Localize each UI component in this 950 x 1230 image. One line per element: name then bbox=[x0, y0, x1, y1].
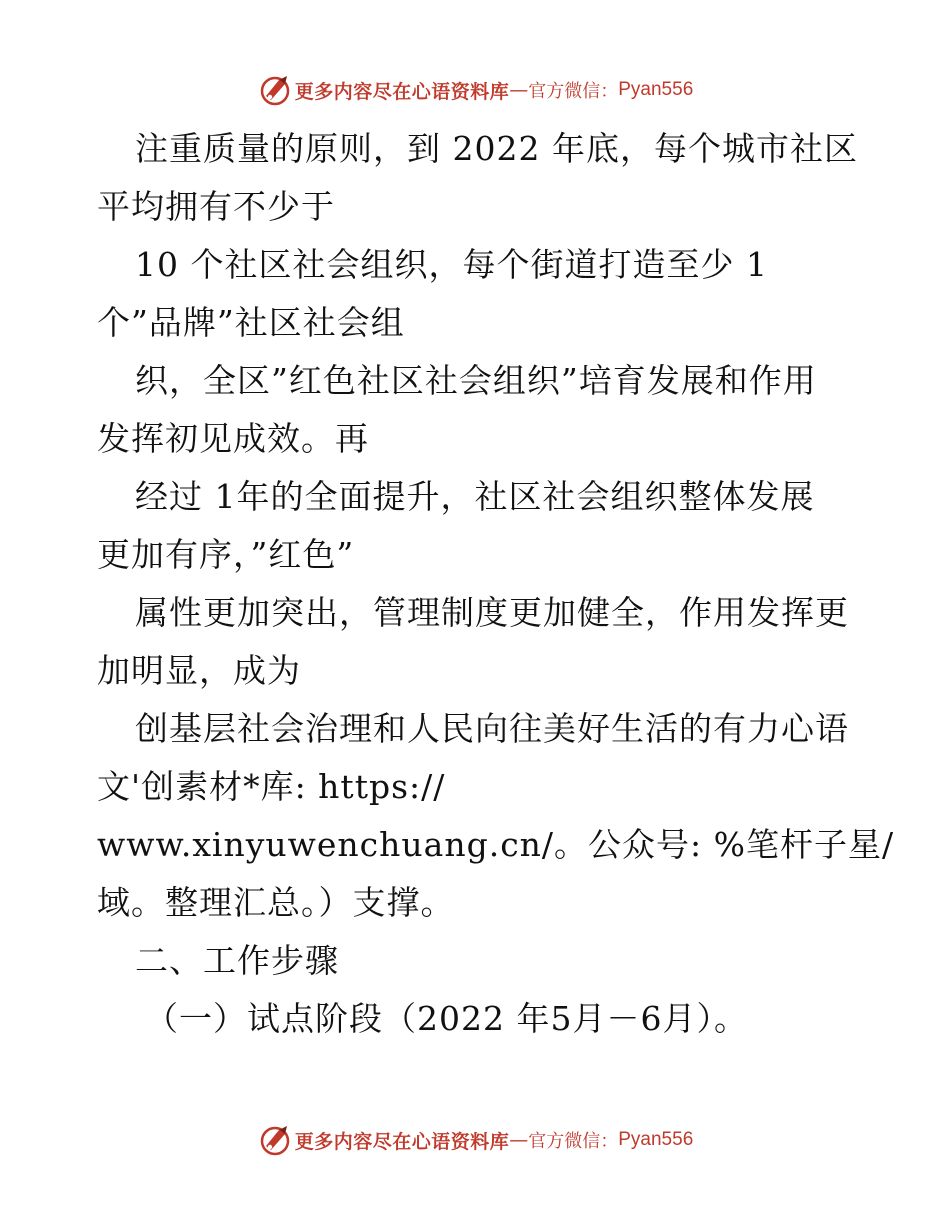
text-line: 织，全区”红色社区社会组织”培育发展和作用 bbox=[135, 361, 817, 400]
text-line: 加明显，成为 bbox=[97, 651, 301, 690]
banner-dash: — bbox=[509, 79, 529, 101]
banner-main-text: 更多内容尽在心语资料库 bbox=[294, 80, 510, 103]
text-line: 发挥初见成效。再 bbox=[97, 419, 369, 458]
header-banner bbox=[0, 70, 950, 110]
text-line: 经过 1年的全面提升，社区社会组织整体发展 bbox=[135, 477, 815, 516]
pen-nib-logo-icon bbox=[257, 1122, 293, 1158]
section-heading: 二、工作步骤 bbox=[135, 941, 339, 980]
banner-main-text: 更多内容尽在心语资料库 bbox=[294, 1130, 510, 1153]
text-line: 文'创素材*库: https:// bbox=[97, 767, 446, 806]
banner-wechat-id: Pyan556 bbox=[618, 1129, 694, 1150]
text-line: 10 个社区社会组织，每个街道打造至少 1 bbox=[135, 245, 768, 284]
pen-nib-logo-icon bbox=[257, 72, 293, 108]
banner-dash: — bbox=[509, 1129, 529, 1151]
subsection-heading: （一）试点阶段（2022 年5月－6月）。 bbox=[145, 999, 748, 1038]
footer-banner bbox=[0, 1120, 950, 1160]
text-line: 属性更加突出，管理制度更加健全，作用发挥更 bbox=[135, 593, 849, 632]
text-line: 平均拥有不少于 bbox=[97, 187, 335, 226]
text-line: 个”品牌”社区社会组 bbox=[97, 303, 405, 342]
text-line: 域。整理汇总。）支撑。 bbox=[97, 883, 455, 922]
banner-wechat-id: Pyan556 bbox=[618, 79, 694, 100]
text-line: 创基层社会治理和人民向往美好生活的有力心语 bbox=[135, 709, 849, 748]
banner-sub-text: 官方微信： bbox=[528, 1131, 619, 1152]
text-line: 更加有序，”红色” bbox=[97, 535, 355, 574]
document-body bbox=[97, 120, 895, 1048]
text-line: 注重质量的原则，到 2022 年底，每个城市社区 bbox=[135, 129, 858, 168]
text-line: www.xinyuwenchuang.cn/。公众号: %笔杆子星/ bbox=[97, 825, 895, 864]
banner-sub-text: 官方微信： bbox=[528, 81, 619, 102]
